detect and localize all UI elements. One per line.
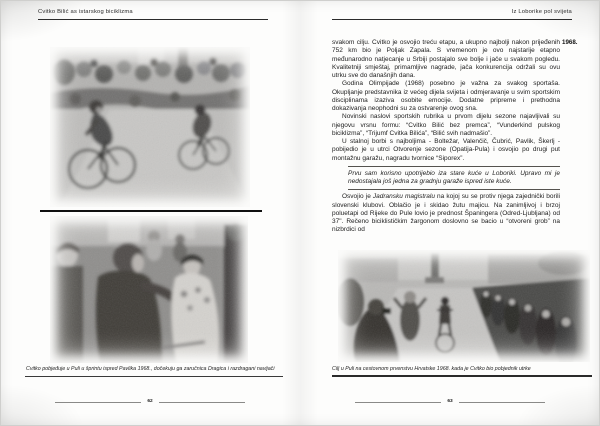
photo-finish-pula bbox=[338, 250, 590, 362]
footer-rule-right bbox=[159, 402, 245, 403]
right-photo-caption: Cilj u Puli na cestovnom prvenstvu Hrvatske 1968. kada je Cvitko bio pobjednik utrke bbox=[332, 366, 531, 372]
right-page-number: 63 bbox=[447, 399, 453, 404]
photo-divider-rule bbox=[40, 210, 262, 212]
body-paragraph bbox=[332, 193, 560, 234]
body-paragraph: Godina Olimpijade (1968) posebno je važna za svakog sportaša. Okupljanje predstavnika iz većeg dijela svijeta i odmjeravanje u svim sportskim disciplinama izaziva osobite emocije. Dodatne pripreme i prethodna dokazivanja neophodni su za ostvarenje ovog sna. bbox=[332, 80, 560, 112]
body-paragraph: Novinski naslovi sportskih rubrika u prvom dijelu sezone najavljivali su njegovu vrsnu formu: “Cvitko Bilić bez premca”, “Vunderkind pulskog biciklizma”, “Trijumf Cvitka Bilića”, “Bilić svih nadmašio”. bbox=[332, 113, 560, 137]
right-running-header: Iz Loborike pol svijeta bbox=[511, 9, 572, 15]
body-text-column bbox=[332, 39, 560, 235]
left-running-header: Cvitko Bilić as istarskog biciklizma bbox=[38, 9, 133, 15]
footer-rule-right bbox=[459, 402, 545, 403]
right-page bbox=[300, 0, 600, 426]
photo-congratulation bbox=[50, 216, 248, 363]
left-header-rule bbox=[38, 19, 268, 20]
left-page-number: 62 bbox=[147, 399, 153, 404]
left-photo-caption: Cvitko pobjeđuje u Puli u šprintu ispred Pavlika 1968., dočekuju ga zaručnica Dragica i razdragani navijači bbox=[26, 366, 275, 372]
body-paragraph: U stalnoj borbi s najboljima - Boltežar, Valenčič, Čubrić, Pavlik, Škerlj - pobijedio je u utrci Otvorenje sezone (Opatija-Pula) i osvojio po drugi put montažnu garažu, nagradu tvornice “Siporex”. bbox=[332, 138, 560, 162]
photo-cyclists-race bbox=[50, 47, 250, 207]
left-caption-rule bbox=[25, 376, 283, 377]
margin-year-note: 1968. bbox=[562, 39, 578, 46]
left-page-footer bbox=[55, 400, 245, 405]
right-header-rule bbox=[332, 19, 572, 20]
body-paragraph: svakom cilju. Cvitko je osvojio treću etapu, a ukupno najbolji nakon prijeđenih 752 km bio je Poljak Zapala. S vremenom je ovo najstarije etapno međunarodno natjecanje u Srbiji postajalo sve bolje i jače u svakom pogledu. Kvalitetniji smještaj, primamljive nagrade, jača konkurencija održali su ovu utrku sve do današnjih dana. bbox=[332, 39, 560, 79]
pull-quote: Prvu sam korisno upotrijebio iza stare kuće u Loboriki. Upravo mi je nedostajala još jedna za gradnju garaže ispred iste kuće. bbox=[348, 166, 560, 191]
right-caption-rule bbox=[332, 375, 592, 377]
paragraph-segment: na kojoj su se protiv njega zajednički borili slovenski klubovi. Oblačio je i skidao žutu majicu. Na zanimljivoj i brzoj poluetapi od Rijeke do Pule lovio je prednost Španingera (Odred-Ljubljana) od 37". Rečeno biciklističkim žargonom doslovno se bacio u “otvoreni grob” na nizbrdici od bbox=[332, 193, 561, 234]
right-page-footer bbox=[355, 400, 545, 405]
paragraph-segment: Osvojio je bbox=[342, 193, 373, 201]
footer-rule-left bbox=[355, 402, 441, 403]
italic-title-segment: Jadransku magistralu bbox=[372, 193, 435, 201]
footer-rule-left bbox=[55, 402, 141, 403]
